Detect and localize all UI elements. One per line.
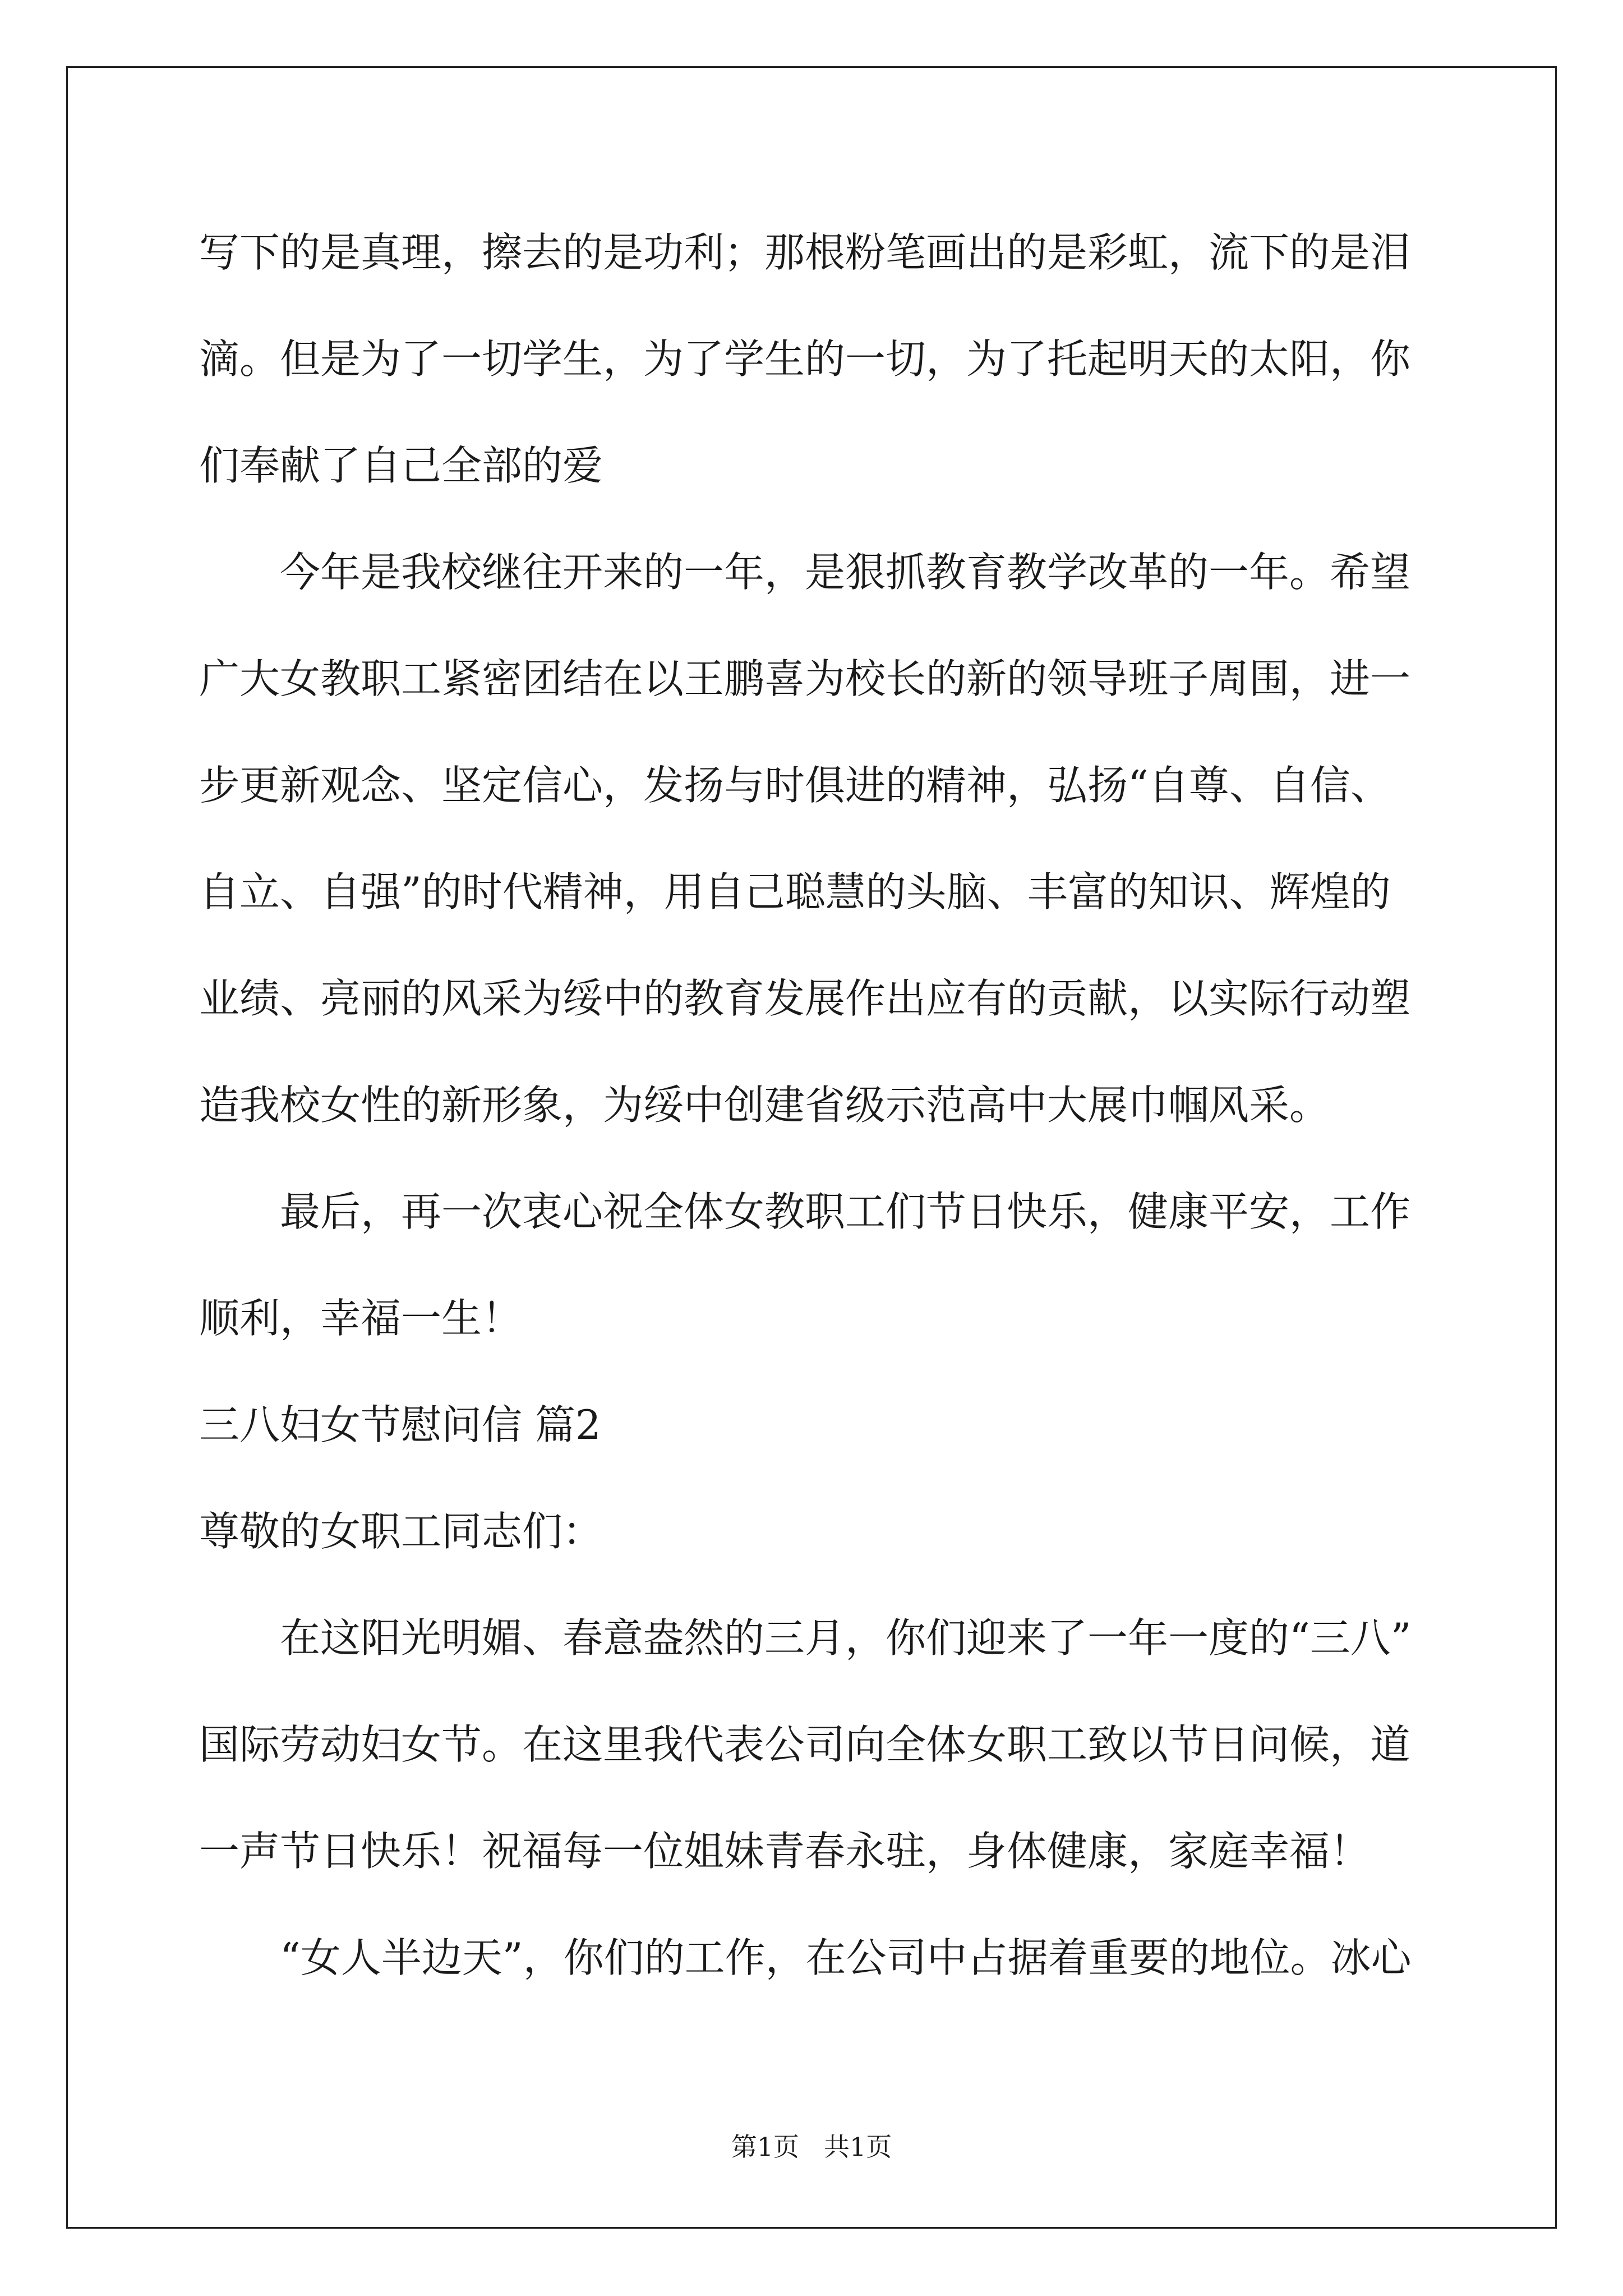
text-line-2: 滴。但是为了一切学生，为了学生的一切，为了托起明天的太阳，你 [199, 335, 1411, 383]
text-line-17: “女人半边天”，你们的工作，在公司中占据着重要的地位。冰心 [280, 1934, 1412, 1981]
text-line-9: 造我校女性的新形象，为绥中创建省级示范高中大展巾帼风采。 [199, 1082, 1330, 1129]
text-line-10: 最后，再一次衷心祝全体女教职工们节日快乐，健康平安，工作 [280, 1188, 1411, 1235]
text-line-16: 一声节日快乐！祝福每一位姐妹青春永驻，身体健康，家庭幸福！ [199, 1828, 1371, 1875]
text-line-8: 业绩、亮丽的风采为绥中的教育发展作出应有的贡献，以实际行动塑 [199, 975, 1411, 1022]
text-line-15: 国际劳动妇女节。在这里我代表公司向全体女职工致以节日问候，道 [199, 1721, 1411, 1768]
text-line-6: 步更新观念、坚定信心，发扬与时俱进的精神，弘扬“自尊、自信、 [199, 762, 1391, 809]
text-line-14: 在这阳光明媚、春意盎然的三月，你们迎来了一年一度的“三八” [280, 1614, 1412, 1662]
page-footer [0, 2130, 1623, 2164]
text-line-7: 自立、自强”的时代精神，用自己聪慧的头脑、丰富的知识、辉煌的 [199, 868, 1391, 915]
text-line-11: 顺利，幸福一生！ [199, 1295, 523, 1342]
section-heading: 三八妇女节慰问信 篇2 [199, 1401, 601, 1448]
text-line-4: 今年是我校继往开来的一年，是狠抓教育教学改革的一年。希望 [280, 549, 1411, 596]
document-body [199, 199, 1450, 2011]
text-line-5: 广大女教职工紧密团结在以王鹏喜为校长的新的领导班子周围，进一 [199, 655, 1411, 702]
text-line-1: 写下的是真理，擦去的是功利；那根粉笔画出的是彩虹，流下的是泪 [199, 229, 1411, 276]
salutation: 尊敬的女职工同志们： [199, 1508, 603, 1555]
text-line-3: 们奉献了自己全部的爱 [199, 442, 603, 489]
page-number: 第1页 [731, 2132, 799, 2162]
page-total: 共1页 [824, 2132, 892, 2162]
